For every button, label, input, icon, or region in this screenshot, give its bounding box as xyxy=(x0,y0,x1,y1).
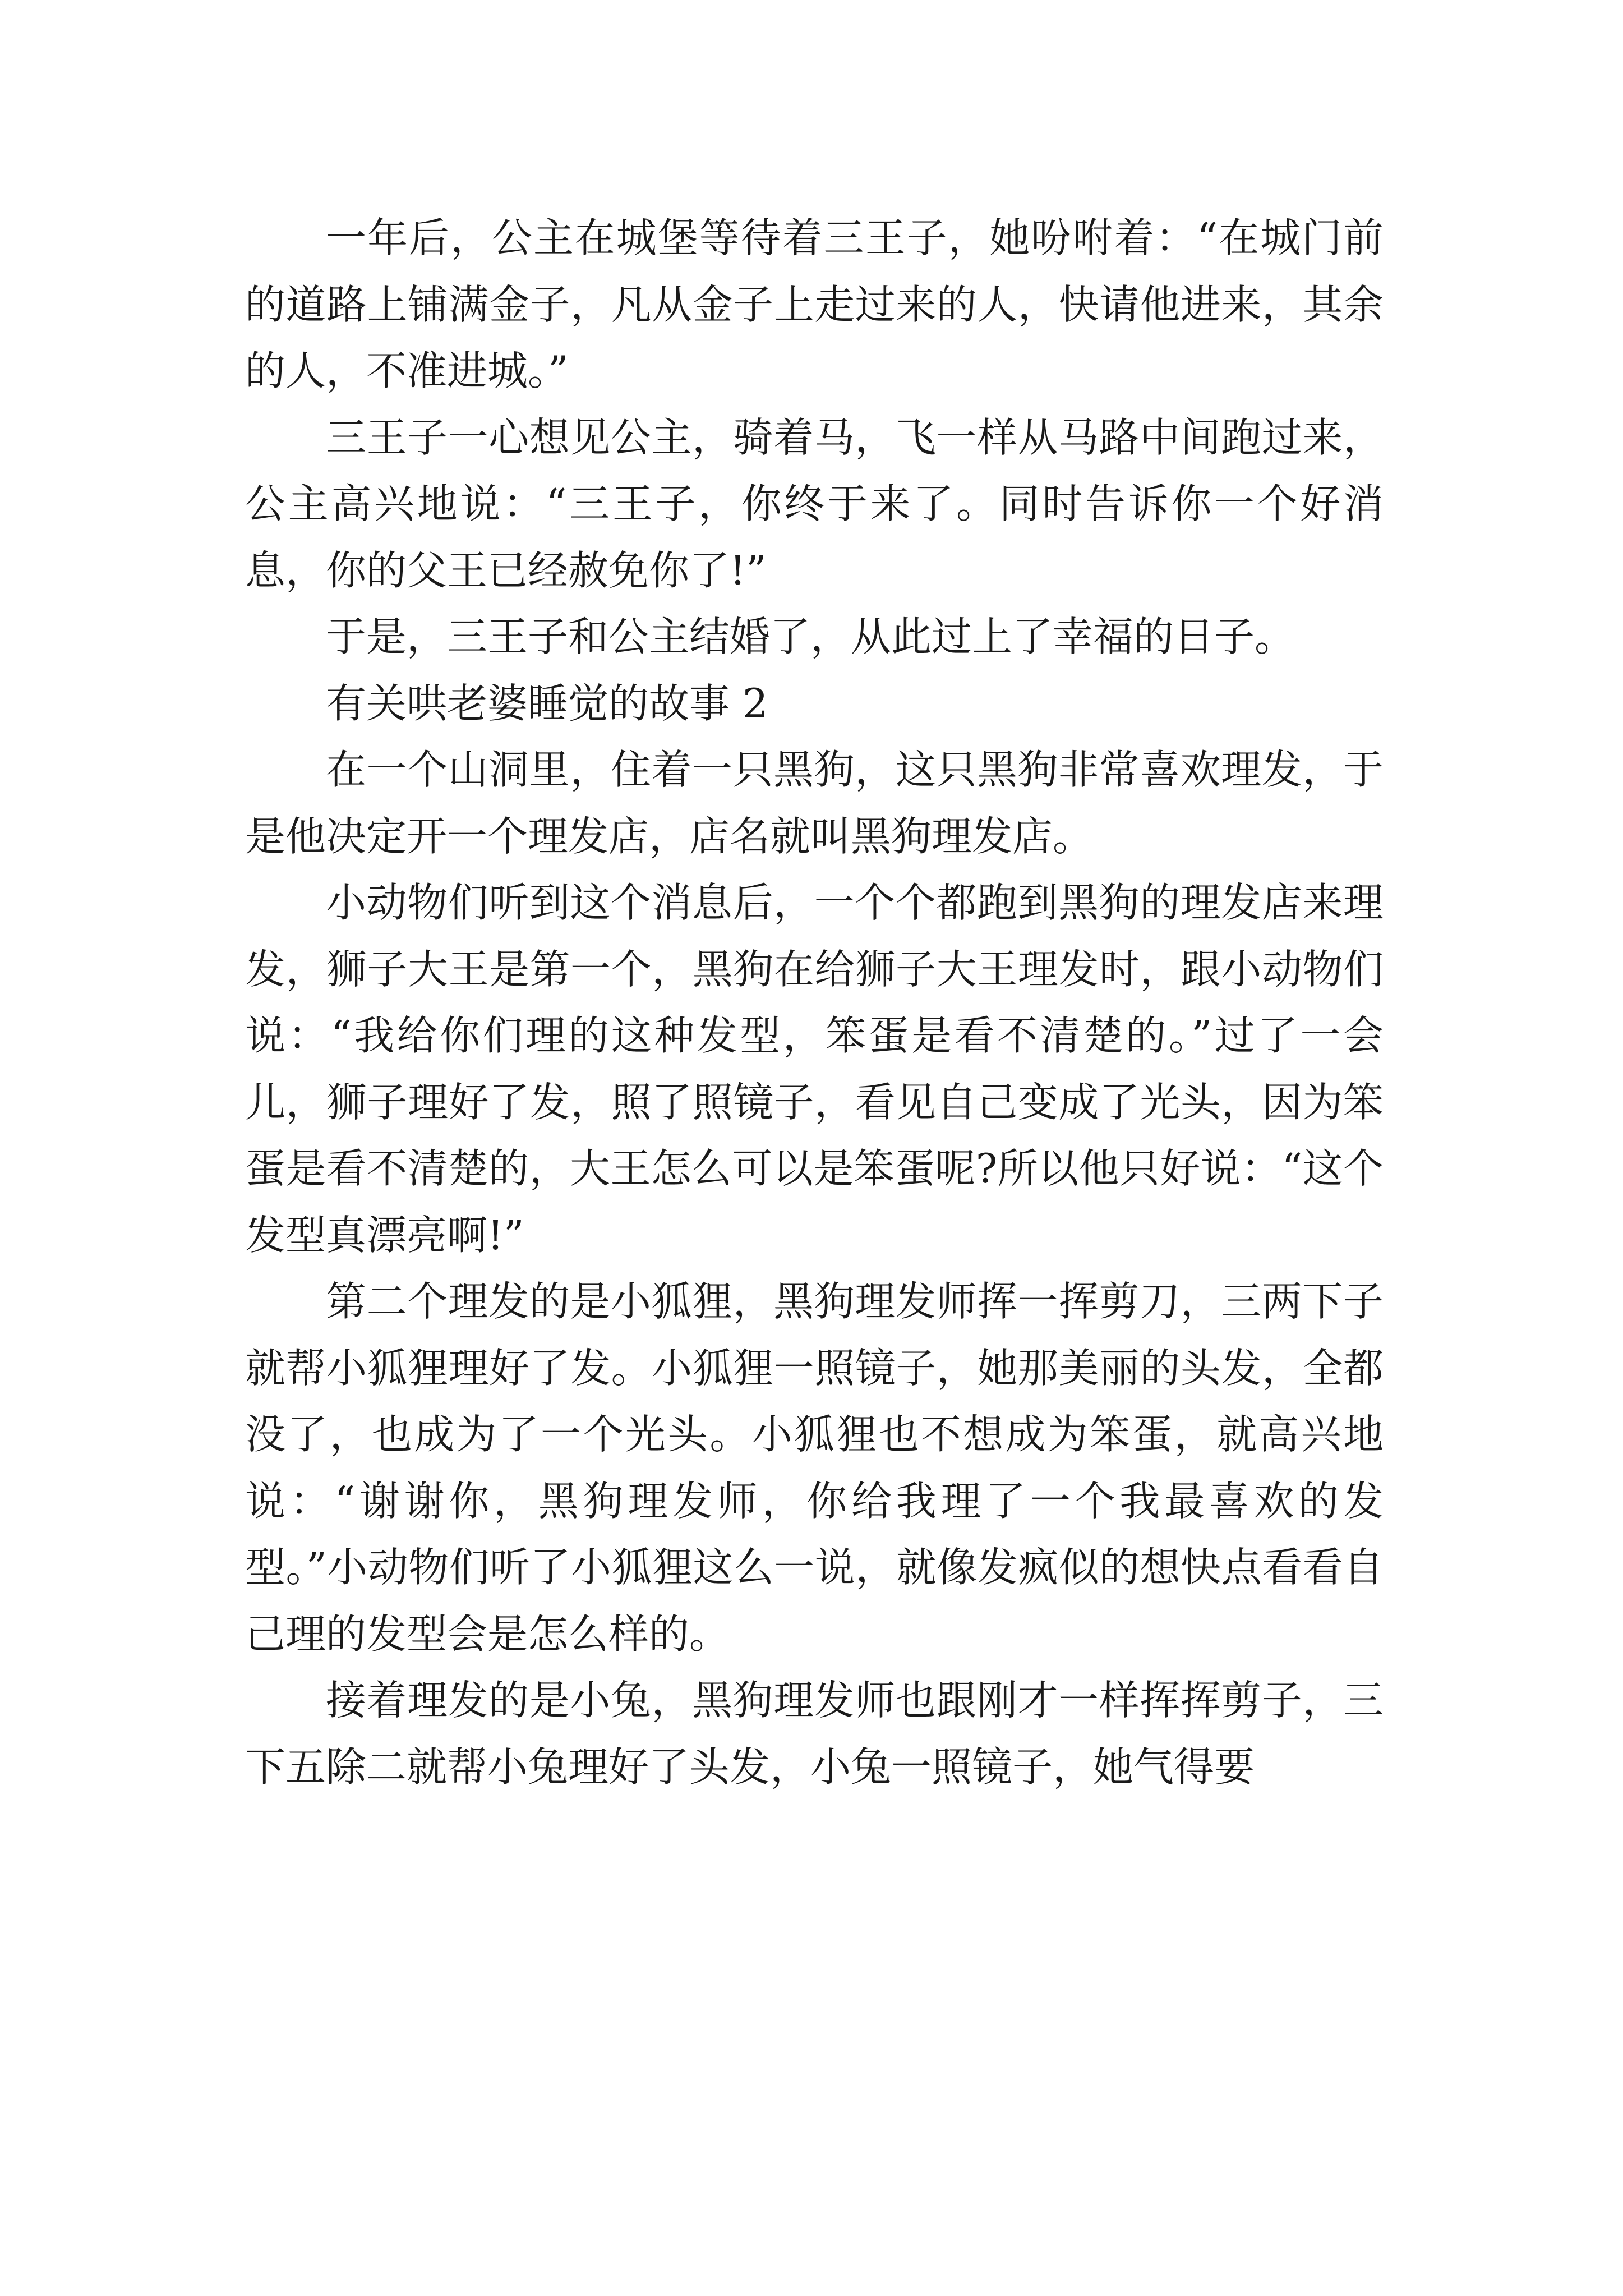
paragraph-princess-waits: 一年后，公主在城堡等待着三王子，她吩咐着：“在城门前的道路上铺满金子，凡从金子上走过来的人，快请他进来，其余的人，不准进城。” xyxy=(245,214,1384,394)
paragraph-lion-haircut: 小动物们听到这个消息后，一个个都跑到黑狗的理发店来理发，狮子大王是第一个，黑狗在给狮子大王理发时，跟小动物们说：“我给你们理的这种发型，笨蛋是看不清楚的。”过了一会儿，狮子理好了发，照了照镜子，看见自己变成了光头，因为笨蛋是看不清楚的，大王怎么可以是笨蛋呢?所以他只好说：“这个发型真漂亮啊!” xyxy=(245,879,1384,1259)
paragraph-wedding: 于是，三王子和公主结婚了，从此过上了幸福的日子。 xyxy=(326,613,1295,660)
paragraph-prince-arrives: 三王子一心想见公主，骑着马，飞一样从马路中间跑过来，公主高兴地说：“三王子，你终于来了。同时告诉你一个好消息，你的父王已经赦免你了!” xyxy=(245,413,1384,594)
story-heading: 有关哄老婆睡觉的故事 2 xyxy=(326,679,768,727)
paragraph-black-dog-shop: 在一个山洞里，住着一只黑狗，这只黑狗非常喜欢理发，于是他决定开一个理发店，店名就叫黑狗理发店。 xyxy=(245,746,1384,860)
paragraph-fox-haircut: 第二个理发的是小狐狸，黑狗理发师挥一挥剪刀，三两下子就帮小狐狸理好了发。小狐狸一照镜子，她那美丽的头发，全都没了，也成为了一个光头。小狐狸也不想成为笨蛋，就高兴地说：“谢谢你，黑狗理发师，你给我理了一个我最喜欢的发型。”小动物们听了小狐狸这么一说，就像发疯似的想快点看看自己理的发型会是怎么样的。 xyxy=(245,1278,1384,1658)
document-body xyxy=(245,205,1384,1800)
paragraph-rabbit-haircut: 接着理发的是小兔，黑狗理发师也跟刚才一样挥挥剪子，三下五除二就帮小兔理好了头发，小兔一照镜子，她气得要 xyxy=(245,1677,1384,1791)
